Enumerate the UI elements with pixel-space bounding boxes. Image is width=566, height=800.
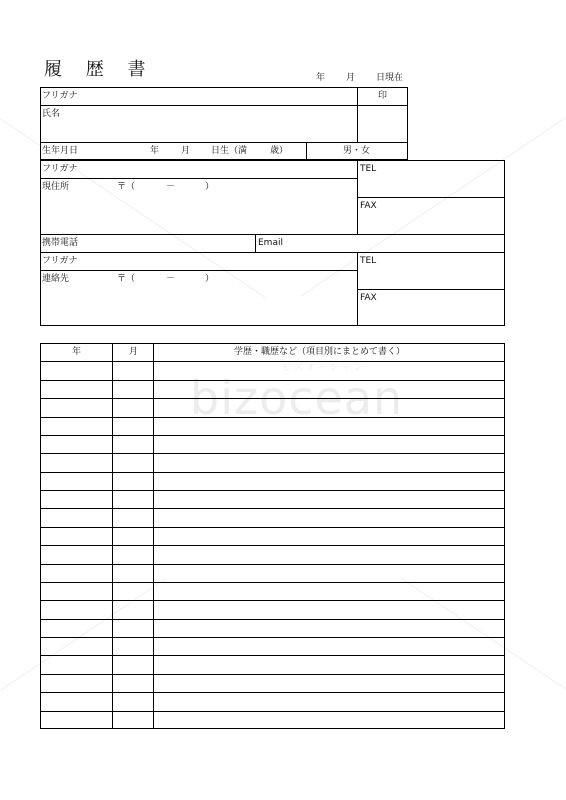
table-row [40,472,505,473]
table-row [40,655,505,656]
table-row [40,398,505,399]
table-row [40,692,505,693]
address-fax-label: FAX [360,201,377,211]
address-furigana-label: フリガナ [42,164,78,174]
address-postal-label: 〒（ [117,182,136,192]
table-row [40,711,505,712]
gender-divider [306,142,307,160]
address-tel-fax-line [357,197,505,198]
contact-postal-label: 〒（ [117,274,136,284]
contact-tel-label: TEL [360,256,377,266]
address-tel-label: TEL [360,164,377,174]
history-header-year: 年 [72,347,82,357]
seal-label: 印 [378,91,388,101]
contact-fax-label: FAX [360,293,377,303]
history-year-divider [112,343,113,729]
table-row [40,674,505,675]
birth-month-label: 月 [181,146,191,156]
history-header-details: 学歴・職歴など（項目別にまとめて書く） [234,347,406,357]
table-row [40,545,505,546]
contact-furigana-line [40,270,358,271]
table-row [40,508,505,509]
table-row [40,361,505,362]
watermark-kana: ビズオーシャン [282,363,366,373]
seal-divider [357,87,358,142]
date-month-label: 月 [346,73,356,83]
contact-label: 連絡先 [42,274,70,284]
name-furigana-label: フリガナ [42,91,78,101]
table-row [40,582,505,583]
table-row [40,453,505,454]
address-label: 現住所 [42,182,70,192]
table-row [40,600,505,601]
address-postal-dash: － [166,182,176,192]
gender-label: 男・女 [343,146,371,156]
table-row [40,417,505,418]
table-row [40,564,505,565]
table-row [40,380,505,381]
table-row [40,619,505,620]
age-unit-label: 歳） [270,146,289,156]
name-furigana-line [40,105,408,106]
table-row [40,527,505,528]
name-label: 氏名 [42,109,61,119]
history-header-month: 月 [129,347,139,357]
birth-year-label: 年 [150,146,160,156]
history-month-divider [153,343,154,729]
history-table [40,343,505,729]
name-birth-line [40,142,408,143]
contact-postal-close: ） [205,274,215,284]
watermark-text: bizocean [190,371,404,425]
table-row [40,435,505,436]
birthdate-label: 生年月日 [42,146,79,156]
contact-furigana-label: フリガナ [42,256,78,266]
contact-postal-dash: － [166,274,176,284]
date-day-label: 日現在 [376,73,404,83]
page-title: 履 歴 書 [44,59,155,80]
date-year-label: 年 [316,73,326,83]
address-postal-close: ） [205,182,215,192]
birth-day-age-label: 日生（満 [211,146,248,156]
table-row [40,490,505,491]
email-label: Email [258,238,283,248]
mobile-email-divider [255,234,256,253]
table-row [40,637,505,638]
contact-tel-fax-line [357,289,505,290]
mobile-label: 携帯電話 [42,238,79,248]
address-furigana-line [40,178,358,179]
